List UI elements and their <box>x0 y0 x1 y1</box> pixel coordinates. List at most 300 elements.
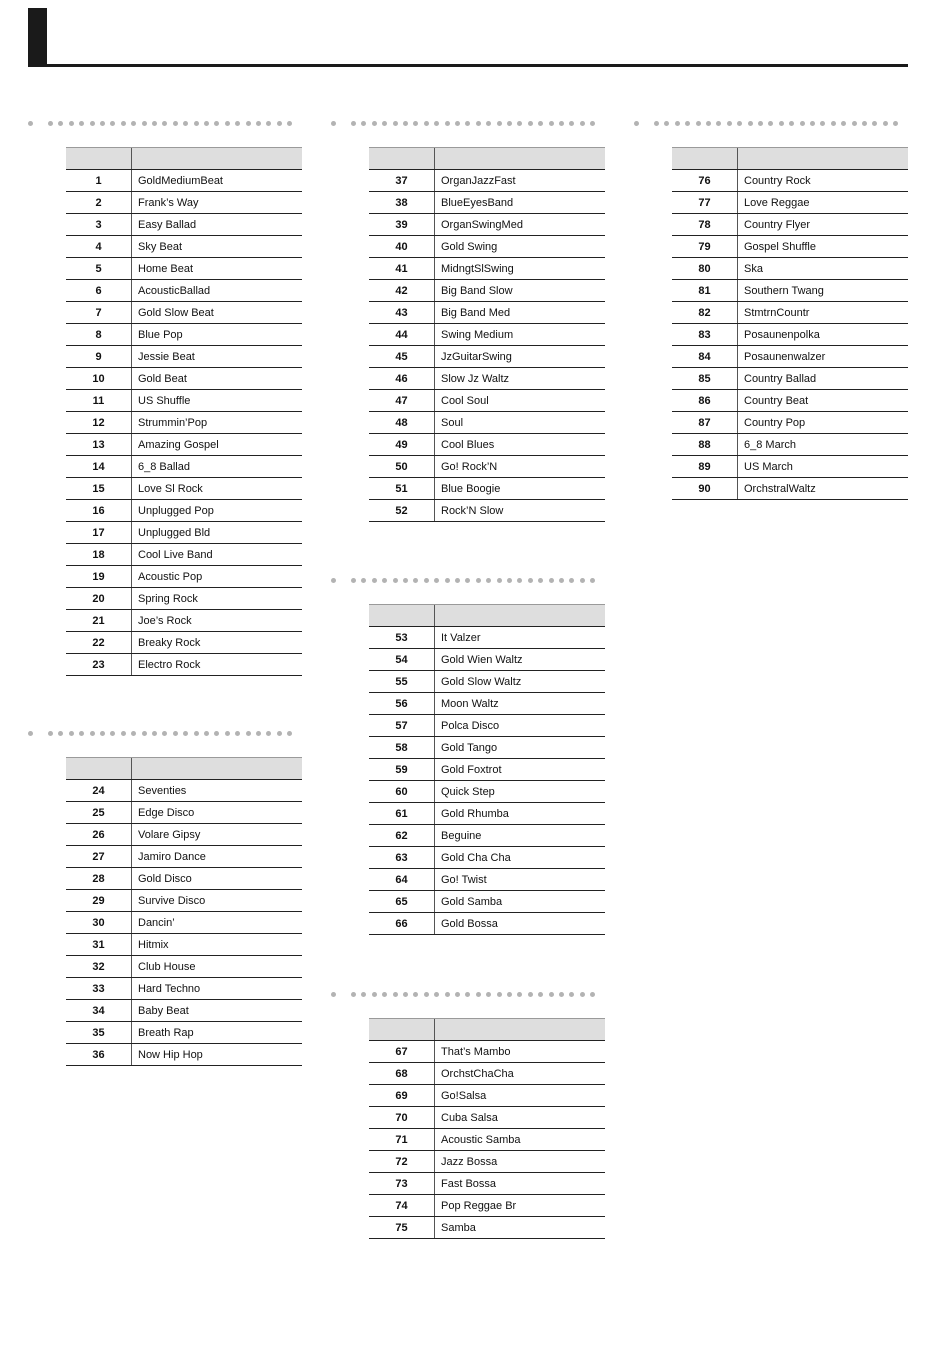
style-name: Breath Rap <box>138 1026 194 1039</box>
separator-dot <box>538 121 543 126</box>
table-row <box>369 693 605 715</box>
style-name: BlueEyesBand <box>441 196 514 209</box>
style-name: GoldMediumBeat <box>138 174 223 187</box>
separator-dot <box>445 578 450 583</box>
separator-dot <box>455 121 460 126</box>
separator-dot <box>121 731 126 736</box>
table-row <box>369 847 605 869</box>
style-number: 69 <box>369 1085 435 1106</box>
separator-dot <box>214 121 219 126</box>
separator-dot <box>382 578 387 583</box>
style-name: Southern Twang <box>744 284 824 297</box>
style-name: Samba <box>441 1221 476 1234</box>
style-name: 6_8 Ballad <box>138 460 190 473</box>
style-name: Sky Beat <box>138 240 183 253</box>
table-row <box>672 236 908 258</box>
separator-dot <box>590 992 595 997</box>
dotted-separator <box>28 121 300 130</box>
style-number: 86 <box>672 390 738 411</box>
separator-dot <box>403 992 408 997</box>
table-row <box>66 324 302 346</box>
separator-dot <box>569 121 574 126</box>
table-row <box>66 346 302 368</box>
style-name: Gold Foxtrot <box>441 763 502 776</box>
style-number: 24 <box>66 780 132 801</box>
table-row <box>369 913 605 935</box>
style-number: 12 <box>66 412 132 433</box>
separator-dot <box>110 121 115 126</box>
table-row <box>369 1107 605 1129</box>
dotted-separator <box>331 578 603 587</box>
table-row <box>369 258 605 280</box>
separator-dot <box>256 121 261 126</box>
style-number: 55 <box>369 671 435 692</box>
separator-dot <box>549 121 554 126</box>
separator-dot <box>538 578 543 583</box>
style-number: 36 <box>66 1044 132 1065</box>
separator-dot <box>696 121 701 126</box>
separator-dot <box>455 578 460 583</box>
separator-dot <box>497 121 502 126</box>
separator-dot <box>403 121 408 126</box>
style-number: 57 <box>369 715 435 736</box>
separator-dot <box>79 121 84 126</box>
table-row <box>66 654 302 676</box>
style-name: Gold Disco <box>138 872 192 885</box>
header-cell-number <box>66 758 132 779</box>
style-number: 6 <box>66 280 132 301</box>
table-row <box>369 170 605 192</box>
table-row <box>369 368 605 390</box>
table-row <box>672 478 908 500</box>
separator-dot <box>162 731 167 736</box>
separator-dot <box>382 992 387 997</box>
separator-dot <box>434 121 439 126</box>
separator-dot <box>331 578 336 583</box>
separator-dot <box>121 121 126 126</box>
style-number: 18 <box>66 544 132 565</box>
separator-dot <box>517 992 522 997</box>
separator-dot <box>372 121 377 126</box>
separator-dot <box>549 992 554 997</box>
separator-dot <box>382 121 387 126</box>
separator-dot <box>214 731 219 736</box>
style-number: 43 <box>369 302 435 323</box>
table-row <box>66 236 302 258</box>
table-row <box>369 346 605 368</box>
table-header <box>66 147 302 170</box>
separator-dot <box>862 121 867 126</box>
separator-dot <box>110 731 115 736</box>
style-number: 64 <box>369 869 435 890</box>
separator-dot <box>403 578 408 583</box>
separator-dot <box>413 121 418 126</box>
separator-dot <box>517 578 522 583</box>
style-number: 88 <box>672 434 738 455</box>
dotted-separator <box>634 121 906 130</box>
style-number: 26 <box>66 824 132 845</box>
style-name: Hard Techno <box>138 982 201 995</box>
separator-dot <box>549 578 554 583</box>
separator-dot <box>706 121 711 126</box>
separator-dot <box>361 578 366 583</box>
separator-dot <box>225 121 230 126</box>
style-number: 63 <box>369 847 435 868</box>
table-row <box>66 1000 302 1022</box>
style-number: 59 <box>369 759 435 780</box>
chapter-marker-block <box>28 8 47 64</box>
style-number: 81 <box>672 280 738 301</box>
separator-dot <box>580 121 585 126</box>
separator-dot <box>173 121 178 126</box>
table-row <box>66 522 302 544</box>
style-number: 50 <box>369 456 435 477</box>
table-row <box>369 1217 605 1239</box>
separator-dot <box>173 731 178 736</box>
style-number: 33 <box>66 978 132 999</box>
style-name: Love Sl Rock <box>138 482 203 495</box>
table-row <box>369 649 605 671</box>
separator-dot <box>194 121 199 126</box>
separator-dot <box>569 578 574 583</box>
style-name: It Valzer <box>441 631 481 644</box>
separator-dot <box>131 121 136 126</box>
style-number: 38 <box>369 192 435 213</box>
style-number: 82 <box>672 302 738 323</box>
separator-dot <box>131 731 136 736</box>
style-number: 16 <box>66 500 132 521</box>
style-number: 84 <box>672 346 738 367</box>
separator-dot <box>590 578 595 583</box>
style-number: 90 <box>672 478 738 499</box>
style-number: 74 <box>369 1195 435 1216</box>
separator-dot <box>393 992 398 997</box>
style-name: Swing Medium <box>441 328 514 341</box>
style-number: 73 <box>369 1173 435 1194</box>
style-name: Big Band Slow <box>441 284 513 297</box>
style-name: Country Rock <box>744 174 811 187</box>
style-section-5 <box>331 992 603 1239</box>
style-name: Volare Gipsy <box>138 828 201 841</box>
table-row <box>672 324 908 346</box>
style-number: 22 <box>66 632 132 653</box>
table-row <box>369 737 605 759</box>
table-header <box>369 604 605 627</box>
table-row <box>672 412 908 434</box>
table-row <box>369 715 605 737</box>
style-number: 79 <box>672 236 738 257</box>
table-row <box>369 500 605 522</box>
separator-dot <box>90 121 95 126</box>
table-row <box>672 192 908 214</box>
style-name: MidngtSlSwing <box>441 262 514 275</box>
style-number: 62 <box>369 825 435 846</box>
table-row <box>369 478 605 500</box>
separator-dot <box>277 731 282 736</box>
style-name: Home Beat <box>138 262 194 275</box>
table-row <box>369 825 605 847</box>
style-name: Country Flyer <box>744 218 811 231</box>
separator-dot <box>737 121 742 126</box>
style-name: Seventies <box>138 784 187 797</box>
style-name: Beguine <box>441 829 482 842</box>
table-row <box>66 890 302 912</box>
separator-dot <box>100 731 105 736</box>
style-number: 87 <box>672 412 738 433</box>
header-cell-number <box>369 605 435 626</box>
table-row <box>369 324 605 346</box>
separator-dot <box>225 731 230 736</box>
style-number: 25 <box>66 802 132 823</box>
table-row <box>66 478 302 500</box>
style-section-2 <box>28 731 300 1066</box>
style-name: AcousticBallad <box>138 284 211 297</box>
separator-dot <box>183 121 188 126</box>
separator-dot <box>393 578 398 583</box>
separator-dot <box>768 121 773 126</box>
separator-dot <box>424 578 429 583</box>
style-number: 32 <box>66 956 132 977</box>
style-name: Gold Slow Beat <box>138 306 214 319</box>
style-number: 37 <box>369 170 435 191</box>
style-table <box>369 147 605 522</box>
header-cell-number <box>66 148 132 169</box>
separator-dot <box>331 121 336 126</box>
style-number: 76 <box>672 170 738 191</box>
style-name: Gold Cha Cha <box>441 851 511 864</box>
table-row <box>672 280 908 302</box>
separator-dot <box>654 121 659 126</box>
style-number: 42 <box>369 280 435 301</box>
table-row <box>672 346 908 368</box>
separator-dot <box>831 121 836 126</box>
style-number: 60 <box>369 781 435 802</box>
table-row <box>369 1151 605 1173</box>
table-row <box>66 434 302 456</box>
table-row <box>369 192 605 214</box>
separator-dot <box>162 121 167 126</box>
style-name: Posaunenwalzer <box>744 350 826 363</box>
style-name: Jazz Bossa <box>441 1155 498 1168</box>
style-number: 15 <box>66 478 132 499</box>
style-name: Posaunenpolka <box>744 328 820 341</box>
style-number: 80 <box>672 258 738 279</box>
style-name: Acoustic Pop <box>138 570 203 583</box>
style-name: Pop Reggae Br <box>441 1199 517 1212</box>
separator-dot <box>48 121 53 126</box>
style-name: Go!Salsa <box>441 1089 487 1102</box>
separator-dot <box>497 578 502 583</box>
style-number: 9 <box>66 346 132 367</box>
style-number: 53 <box>369 627 435 648</box>
style-number: 83 <box>672 324 738 345</box>
table-row <box>66 500 302 522</box>
separator-dot <box>476 992 481 997</box>
separator-dot <box>266 121 271 126</box>
separator-dot <box>413 992 418 997</box>
style-name: That’s Mambo <box>441 1045 511 1058</box>
style-number: 52 <box>369 500 435 521</box>
separator-dot <box>445 992 450 997</box>
separator-dot <box>528 121 533 126</box>
style-table <box>66 147 302 676</box>
separator-dot <box>204 731 209 736</box>
table-row <box>369 214 605 236</box>
separator-dot <box>685 121 690 126</box>
table-row <box>369 456 605 478</box>
table-row <box>66 302 302 324</box>
style-number: 23 <box>66 654 132 675</box>
separator-dot <box>517 121 522 126</box>
style-name: OrchstralWaltz <box>744 482 816 495</box>
style-name: Jessie Beat <box>138 350 195 363</box>
separator-dot <box>497 992 502 997</box>
separator-dot <box>287 731 292 736</box>
separator-dot <box>820 121 825 126</box>
style-name: Cool Live Band <box>138 548 213 561</box>
table-row <box>66 390 302 412</box>
style-table <box>66 757 302 1066</box>
style-number: 1 <box>66 170 132 191</box>
table-row <box>66 214 302 236</box>
separator-dot <box>372 992 377 997</box>
table-row <box>369 671 605 693</box>
separator-dot <box>194 731 199 736</box>
separator-dot <box>507 578 512 583</box>
separator-dot <box>413 578 418 583</box>
style-number: 5 <box>66 258 132 279</box>
style-name: US March <box>744 460 793 473</box>
separator-dot <box>465 578 470 583</box>
table-row <box>66 1022 302 1044</box>
separator-dot <box>393 121 398 126</box>
style-name: Unplugged Bld <box>138 526 211 539</box>
table-row <box>369 1041 605 1063</box>
style-number: 54 <box>369 649 435 670</box>
dotted-separator <box>28 731 300 740</box>
table-row <box>66 258 302 280</box>
style-name: Edge Disco <box>138 806 195 819</box>
separator-dot <box>465 992 470 997</box>
separator-dot <box>779 121 784 126</box>
table-row <box>66 912 302 934</box>
style-name: Country Beat <box>744 394 809 407</box>
table-row <box>369 627 605 649</box>
style-name: Gospel Shuffle <box>744 240 816 253</box>
style-name: Gold Tango <box>441 741 498 754</box>
separator-dot <box>58 121 63 126</box>
style-number: 8 <box>66 324 132 345</box>
style-number: 70 <box>369 1107 435 1128</box>
separator-dot <box>893 121 898 126</box>
separator-dot <box>580 992 585 997</box>
style-name: Unplugged Pop <box>138 504 214 517</box>
table-row <box>66 1044 302 1066</box>
style-name: Breaky Rock <box>138 636 201 649</box>
style-name: Blue Boogie <box>441 482 501 495</box>
table-row <box>66 280 302 302</box>
table-row <box>66 978 302 1000</box>
separator-dot <box>142 731 147 736</box>
style-number: 72 <box>369 1151 435 1172</box>
style-name: Soul <box>441 416 464 429</box>
separator-dot <box>79 731 84 736</box>
table-row <box>672 258 908 280</box>
table-row <box>369 302 605 324</box>
style-number: 34 <box>66 1000 132 1021</box>
separator-dot <box>152 121 157 126</box>
separator-dot <box>434 992 439 997</box>
style-table <box>672 147 908 500</box>
separator-dot <box>528 578 533 583</box>
table-row <box>66 192 302 214</box>
style-number: 7 <box>66 302 132 323</box>
separator-dot <box>90 731 95 736</box>
separator-dot <box>361 992 366 997</box>
style-name: Survive Disco <box>138 894 206 907</box>
table-row <box>66 588 302 610</box>
table-row <box>66 368 302 390</box>
style-name: Country Pop <box>744 416 806 429</box>
style-name: Club House <box>138 960 196 973</box>
style-number: 17 <box>66 522 132 543</box>
style-number: 66 <box>369 913 435 934</box>
style-name: Big Band Med <box>441 306 511 319</box>
separator-dot <box>152 731 157 736</box>
table-row <box>369 759 605 781</box>
table-row <box>672 456 908 478</box>
table-row <box>369 1063 605 1085</box>
separator-dot <box>445 121 450 126</box>
style-number: 13 <box>66 434 132 455</box>
separator-dot <box>476 578 481 583</box>
style-name: OrchstChaCha <box>441 1067 514 1080</box>
style-number: 56 <box>369 693 435 714</box>
style-name: Hitmix <box>138 938 169 951</box>
separator-dot <box>142 121 147 126</box>
style-name: 6_8 March <box>744 438 796 451</box>
style-table <box>369 604 605 935</box>
style-number: 89 <box>672 456 738 477</box>
separator-dot <box>351 992 356 997</box>
style-name: Cool Soul <box>441 394 489 407</box>
separator-dot <box>800 121 805 126</box>
separator-dot <box>455 992 460 997</box>
style-name: Rock’N Slow <box>441 504 504 517</box>
header-cell-number <box>672 148 738 169</box>
style-number: 28 <box>66 868 132 889</box>
style-name: Now Hip Hop <box>138 1048 203 1061</box>
style-section-6 <box>634 121 906 500</box>
style-name: Love Reggae <box>744 196 810 209</box>
style-name: Country Ballad <box>744 372 817 385</box>
table-header <box>672 147 908 170</box>
separator-dot <box>852 121 857 126</box>
table-row <box>672 214 908 236</box>
style-number: 49 <box>369 434 435 455</box>
separator-dot <box>675 121 680 126</box>
style-number: 39 <box>369 214 435 235</box>
separator-dot <box>841 121 846 126</box>
style-name: Strummin’Pop <box>138 416 208 429</box>
separator-dot <box>634 121 639 126</box>
table-row <box>66 544 302 566</box>
style-name: US Shuffle <box>138 394 191 407</box>
style-number: 85 <box>672 368 738 389</box>
table-row <box>369 280 605 302</box>
style-name: Spring Rock <box>138 592 198 605</box>
separator-dot <box>486 992 491 997</box>
